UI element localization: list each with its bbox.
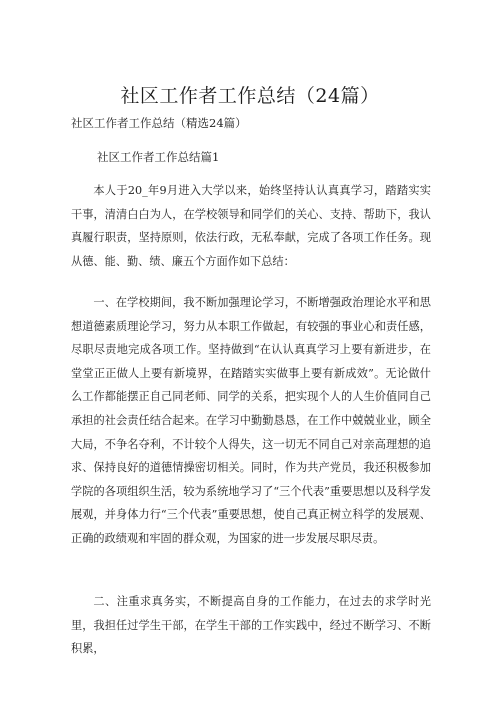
document-title: 社区工作者工作总结（24篇） [120,85,380,107]
body-paragraph: 二、注重求真务实，不断提高自身的工作能力，在过去的求学时光里，我担任过学生干部，在学生干部的工作实践中，经过不断学习、不断积累， [71,595,431,656]
section-heading: 社区工作者工作总结篇1 [97,150,220,164]
body-paragraph: 本人于20_年9月进入大学以来，始终坚持认认真真学习，踏踏实实干事，清清白白为人，在学校领导和同学们的关心、支持、帮助下，我认真履行职责，坚持原则，依法行政，无私奉献，完成了各项工作任务。现从德、能、勤、绩、廉五个方面作如下总结： [71,184,431,268]
document-subtitle: 社区工作者工作总结（精选24篇） [71,116,247,130]
body-paragraph: 一、在学校期间，我不断加强理论学习，不断增强政治理论水平和思想道德素质理论学习，努力从本职工作做起，有较强的事业心和责任感，尽职尽责地完成各项工作。坚持做到“在认认真真学习上要有新进步，在堂堂正正做人上要有新境界，在踏踏实实做事上要有新成效”。无论做什么工作都能摆正自己同老师、同学的关系，把实现个人的人生价值同自己承担的社会责任结合起来。在学习中勤勤恳恳，在工作中兢兢业业，顾全大局，不争名夺利，不计较个人得失，这一切无不同自己对亲高理想的追求、保持良好的道德情操密切相关。同时，作为共产党员，我还积极参加学院的各项组织生活，较为系统地学习了“三个代表”重要思想以及科学发展观，并身体力行“三个代表”重要思想，使自己真正树立科学的发展观、正确的政绩观和牢固的群众观，为国家的进一步发展尽职尽责。 [71,296,431,545]
